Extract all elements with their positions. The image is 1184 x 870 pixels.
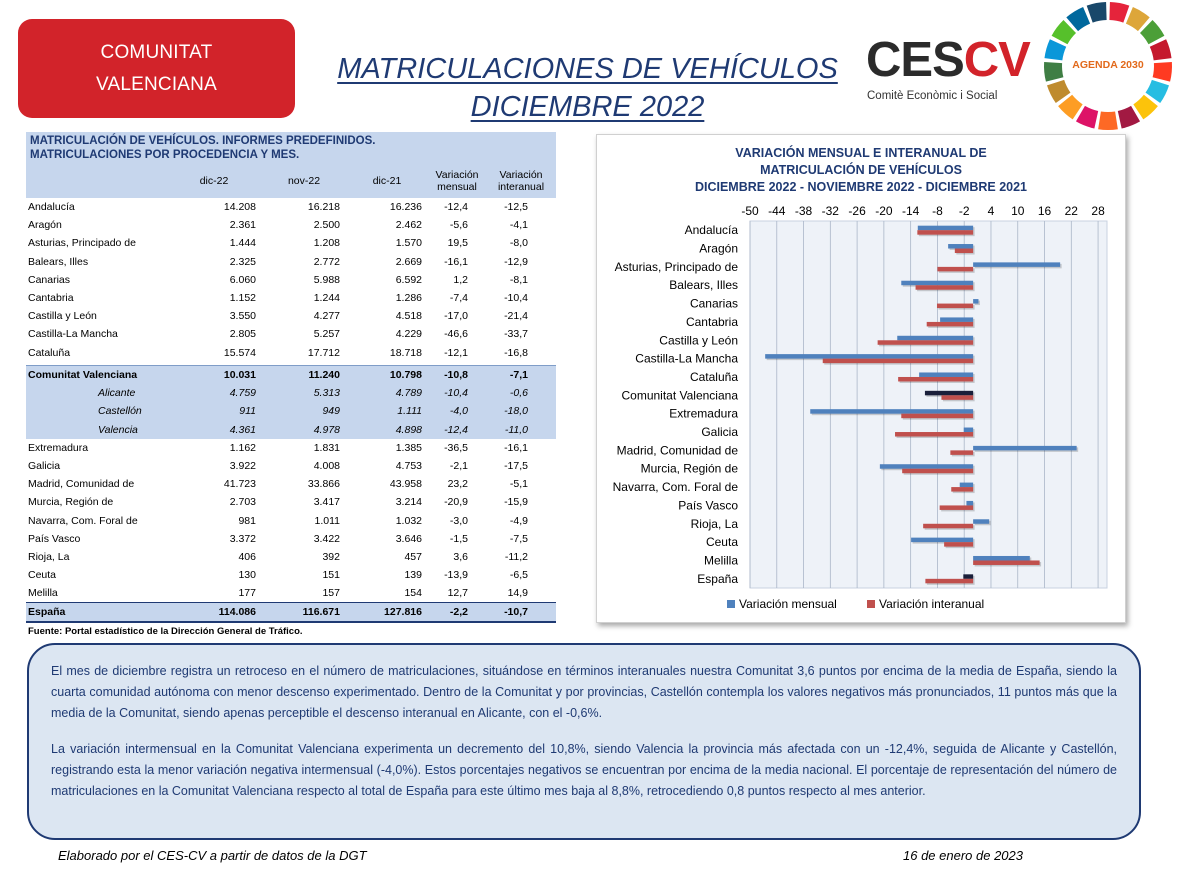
row-value-monthly: -36,5 (444, 441, 468, 454)
row-value-nov-22: 5.257 (313, 328, 340, 341)
sdg-segment (1109, 2, 1129, 23)
row-value-nov-22: 116.671 (262, 603, 346, 623)
y-category-label: Ceuta (705, 535, 738, 550)
row-value-dic-21: 16.236 (389, 201, 422, 214)
row-value-monthly: 19,5 (447, 237, 468, 250)
row-value-dic-21: 3.646 (395, 532, 422, 545)
bar-monthly (973, 446, 1077, 451)
bar-yearly (973, 560, 1039, 565)
row-value-dic-22: 4.759 (166, 384, 262, 402)
row-value-monthly: -5,6 (449, 219, 468, 232)
y-category-label: Castilla y León (659, 333, 738, 348)
row-value-dic-21: 1.385 (395, 441, 422, 454)
y-category-label: Canarias (689, 296, 738, 311)
row-region-name: Balears, Illes (28, 255, 89, 268)
bar-yearly (917, 230, 973, 235)
registrations-table-panel (26, 132, 556, 637)
legend-label: Variación interanual (879, 597, 985, 611)
x-tick-label: 28 (1091, 204, 1105, 218)
row-value-dic-22: 177 (238, 587, 256, 600)
bar-yearly (878, 340, 973, 345)
row-value-yearly: -16,8 (504, 346, 528, 359)
row-region-name: Andalucía (28, 201, 75, 214)
row-value-nov-22: 4.008 (313, 460, 340, 473)
row-value-dic-22: 3.922 (229, 460, 256, 473)
table-row (26, 253, 556, 271)
row-value-monthly: -17,0 (444, 310, 468, 323)
agenda-2030-logo (1040, 2, 1176, 132)
table-row (26, 307, 556, 325)
chart-title-line2: MATRICULACIÓN DE VEHÍCULOS (760, 163, 962, 177)
logo-ces-text: CES (866, 33, 964, 87)
row-value-monthly: -12,4 (444, 201, 468, 214)
row-region-name: Asturias, Principado de (28, 237, 136, 250)
row-region-name: Castilla-La Mancha (28, 328, 118, 341)
table-row (26, 216, 556, 234)
row-value-dic-21: 1.570 (395, 237, 422, 250)
bar-monthly (810, 409, 973, 414)
row-value-yearly: 14,9 (507, 587, 528, 600)
row-value-yearly: -4,9 (509, 514, 528, 527)
row-value-dic-21: 2.669 (395, 255, 422, 268)
row-value-nov-22: 17.712 (307, 346, 340, 359)
row-value-yearly: -12,9 (504, 255, 528, 268)
bar-yearly (925, 579, 973, 584)
header-dic-22: dic-22 (166, 164, 262, 198)
y-category-label: Cataluña (689, 369, 738, 384)
row-value-dic-22: 1.152 (229, 292, 256, 305)
bar-yearly (916, 285, 974, 290)
row-value-yearly: -8,1 (509, 273, 528, 286)
row-value-monthly: -4,0 (428, 402, 486, 420)
row-value-nov-22: 2.772 (313, 255, 340, 268)
table-row (26, 384, 556, 402)
bar-monthly (901, 281, 973, 286)
row-value-dic-21: 3.214 (395, 496, 422, 509)
row-value-nov-22: 157 (322, 587, 340, 600)
table-row (26, 402, 556, 420)
row-value-dic-21: 18.718 (389, 346, 422, 359)
table-row (26, 271, 556, 289)
header-dic-21: dic-21 (346, 164, 428, 198)
row-value-nov-22: 949 (262, 402, 346, 420)
row-value-dic-22: 15.574 (223, 346, 256, 359)
summary-paragraph-2: La variación intermensual en la Comunitat Valenciana experimenta un decremento del 10,8%, siendo Valencia la provincia más afectada con un -12,4%, seguida de Alicante y Castellón, registrando esta la menor variación negativa intermensual (-4,0%). Estos porcentajes negativos se encuentran por encima de la media nacional. El porcentaje de representación del número de matriculaciones en la Comunitat Valenciana respecto al total de España para este último mes baja al 8,8%, retrocediendo 0,8 puntos respecto al mes anterior. (51, 742, 1117, 798)
row-value-dic-21: 4.789 (346, 384, 428, 402)
table-title-line2: MATRICULACIONES POR PROCEDENCIA Y MES. (30, 149, 300, 161)
chart-plot (597, 135, 1125, 622)
row-value-yearly: -7,5 (509, 532, 528, 545)
bar-monthly (911, 538, 973, 543)
row-value-dic-22: 911 (166, 402, 262, 420)
table-source: Fuente: Portal estadístico de la Dirección General de Tráfico. (28, 626, 303, 638)
table-row (26, 366, 556, 385)
row-value-dic-22: 406 (238, 550, 256, 563)
y-category-label: Melilla (703, 553, 738, 568)
row-value-dic-21: 4.229 (395, 328, 422, 341)
sdg-segment (1087, 2, 1107, 23)
table-row (26, 325, 556, 343)
footer-date: 16 de enero de 2023 (903, 848, 1023, 863)
bar-monthly (765, 354, 973, 359)
page-title-line2: DICIEMBRE 2022 (470, 91, 705, 123)
row-value-yearly: -8,0 (509, 237, 528, 250)
bar-yearly (944, 542, 973, 547)
row-value-nov-22: 3.417 (313, 496, 340, 509)
y-category-label: Andalucía (684, 223, 738, 238)
row-value-dic-21: 43.958 (389, 478, 422, 491)
y-category-label: Galicia (701, 425, 738, 440)
row-value-nov-22: 151 (322, 569, 340, 582)
y-category-label: Rioja, La (690, 516, 738, 531)
row-region-name: España (26, 603, 166, 623)
bar-yearly (895, 432, 973, 437)
x-tick-label: 10 (1011, 204, 1025, 218)
row-value-dic-21: 1.111 (346, 402, 428, 420)
row-value-yearly: -15,9 (504, 496, 528, 509)
bar-monthly (960, 483, 973, 488)
bar-yearly (950, 450, 973, 455)
x-tick-label: -44 (768, 204, 786, 218)
chart-title-line1: VARIACIÓN MENSUAL E INTERANUAL DE (735, 146, 987, 160)
y-category-label: Aragón (699, 241, 738, 256)
legend-swatch (867, 600, 875, 608)
row-value-monthly: 3,6 (453, 550, 468, 563)
row-value-nov-22: 33.866 (307, 478, 340, 491)
table-row (26, 475, 556, 493)
header-nov-22: nov-22 (262, 164, 346, 198)
variation-chart (596, 134, 1126, 623)
y-category-label: Castilla-La Mancha (635, 351, 738, 366)
row-value-yearly: -16,1 (504, 441, 528, 454)
row-value-dic-21: 1.286 (395, 292, 422, 305)
table-row (26, 566, 556, 584)
bar-monthly (940, 317, 973, 322)
row-value-dic-22: 981 (238, 514, 256, 527)
row-value-yearly: -5,1 (509, 478, 528, 491)
registrations-table (26, 164, 556, 623)
legend-swatch (727, 600, 735, 608)
y-category-label: Murcia, Región de (640, 461, 738, 476)
table-row (26, 457, 556, 475)
row-value-monthly: -2,2 (428, 603, 486, 623)
header-monthly-variation: Variación mensual (428, 164, 486, 198)
row-value-monthly: 12,7 (447, 587, 468, 600)
x-tick-label: 4 (987, 204, 995, 218)
x-tick-label: 22 (1064, 204, 1078, 218)
row-value-yearly: -18,0 (486, 402, 556, 420)
bar-monthly (880, 464, 973, 469)
row-value-monthly: 23,2 (447, 478, 468, 491)
row-region-name: Comunitat Valenciana (26, 366, 166, 385)
bar-yearly (927, 322, 973, 327)
row-value-dic-22: 2.805 (229, 328, 256, 341)
table-row (26, 198, 556, 216)
row-value-monthly: -20,9 (444, 496, 468, 509)
table-row (26, 234, 556, 252)
row-value-yearly: -7,1 (486, 366, 556, 385)
row-value-yearly: -0,6 (486, 384, 556, 402)
agenda-2030-label: AGENDA 2030 (1072, 59, 1144, 71)
table-row (26, 493, 556, 511)
row-value-dic-22: 3.550 (229, 310, 256, 323)
bar-monthly (963, 574, 973, 579)
row-value-dic-22: 2.703 (229, 496, 256, 509)
row-value-nov-22: 16.218 (307, 201, 340, 214)
row-value-monthly: -10,8 (428, 366, 486, 385)
y-category-label: Navarra, Com. Foral de (612, 480, 738, 495)
row-value-dic-21: 6.592 (395, 273, 422, 286)
table-row (26, 344, 556, 362)
row-region-name: Aragón (28, 219, 62, 232)
row-value-dic-22: 10.031 (166, 366, 262, 385)
bar-yearly (937, 304, 973, 309)
row-value-monthly: -3,0 (449, 514, 468, 527)
row-region-name: Valencia (26, 421, 166, 439)
bar-monthly (919, 372, 973, 377)
row-value-yearly: -11,0 (486, 421, 556, 439)
bar-monthly (973, 556, 1030, 561)
row-value-monthly: 1,2 (453, 273, 468, 286)
bar-yearly (923, 524, 973, 529)
row-value-yearly: -6,5 (509, 569, 528, 582)
bar-yearly (941, 395, 973, 400)
row-value-dic-21: 127.816 (346, 603, 428, 623)
chart-title-line3: DICIEMBRE 2022 - NOVIEMBRE 2022 - DICIEMBRE 2021 (694, 180, 1028, 194)
x-tick-label: -2 (958, 204, 970, 218)
logo-cv-text: CV (963, 33, 1030, 87)
summary-paragraph-1: El mes de diciembre registra un retroceso en el número de matriculaciones, situándose en términos interanuales nuestra Comunitat 3,6 puntos por encima de la media de España, siendo la cuarta comunidad autónoma con menor descenso experimentado. Dentro de la Comunitat y por provincias, Castellón contempla los valores negativos más pronunciados, 11 puntos más que la media de la Comunitat, siendo apenas perceptible el descenso interanual en Alicante, con el -0,6%. (51, 664, 1117, 720)
row-value-nov-22: 2.500 (313, 219, 340, 232)
row-value-dic-21: 154 (404, 587, 422, 600)
row-value-dic-21: 10.798 (346, 366, 428, 385)
row-value-nov-22: 1.208 (313, 237, 340, 250)
row-value-dic-22: 14.208 (223, 201, 256, 214)
row-value-dic-22: 4.361 (166, 421, 262, 439)
row-value-dic-22: 114.086 (166, 603, 262, 623)
row-value-nov-22: 11.240 (262, 366, 346, 385)
bar-yearly (937, 267, 973, 272)
row-region-name: Rioja, La (28, 550, 70, 563)
row-value-dic-22: 1.162 (229, 441, 256, 454)
region-badge-line2: VALENCIANA (96, 73, 217, 95)
x-tick-label: -50 (741, 204, 759, 218)
row-value-monthly: -7,4 (449, 292, 468, 305)
bar-monthly (973, 519, 989, 524)
bar-monthly (964, 428, 973, 433)
sdg-segment (1150, 39, 1172, 60)
y-category-label: Balears, Illes (669, 278, 738, 293)
row-value-dic-21: 4.518 (395, 310, 422, 323)
row-region-name: Murcia, Región de (28, 496, 114, 509)
row-value-monthly: -16,1 (444, 255, 468, 268)
row-value-dic-22: 130 (238, 569, 256, 582)
legend-label: Variación mensual (739, 597, 837, 611)
sdg-segment (1044, 39, 1066, 60)
bar-monthly (897, 336, 973, 341)
row-value-dic-22: 2.361 (229, 219, 256, 232)
row-value-yearly: -21,4 (504, 310, 528, 323)
table-row (26, 421, 556, 439)
row-region-name: Extremadura (28, 441, 89, 454)
table-row (26, 289, 556, 307)
row-region-name: Cataluña (28, 346, 71, 359)
row-region-name: Ceuta (28, 569, 57, 582)
row-region-name: País Vasco (28, 532, 81, 545)
row-value-dic-21: 457 (404, 550, 422, 563)
table-title-line1: MATRICULACIÓN DE VEHÍCULOS. INFORMES PREDEFINIDOS. (30, 135, 376, 147)
row-value-monthly: -1,5 (449, 532, 468, 545)
region-badge (18, 19, 295, 118)
bar-yearly (940, 505, 973, 510)
table-row (26, 530, 556, 548)
row-value-yearly: -33,7 (504, 328, 528, 341)
row-value-dic-22: 3.372 (229, 532, 256, 545)
header-yearly-variation: Variación interanual (486, 164, 556, 198)
row-region-name: Madrid, Comunidad de (28, 478, 135, 491)
ces-cv-logo (866, 33, 1030, 108)
row-value-dic-21: 139 (404, 569, 422, 582)
row-value-dic-21: 1.032 (395, 514, 422, 527)
page-title (330, 50, 845, 126)
row-value-nov-22: 5.313 (262, 384, 346, 402)
row-value-yearly: -10,4 (504, 292, 528, 305)
table-row (26, 548, 556, 566)
row-value-nov-22: 1.244 (313, 292, 340, 305)
bar-monthly (918, 226, 973, 231)
bar-yearly (901, 414, 973, 419)
table-title (26, 132, 556, 164)
row-region-name: Castilla y León (28, 310, 97, 323)
row-value-dic-22: 41.723 (223, 478, 256, 491)
table-row (26, 584, 556, 603)
x-tick-label: -32 (821, 204, 839, 218)
bar-monthly (973, 262, 1060, 267)
x-tick-label: -26 (848, 204, 866, 218)
table-row (26, 439, 556, 457)
row-value-dic-21: 4.753 (395, 460, 422, 473)
row-value-nov-22: 5.988 (313, 273, 340, 286)
row-value-monthly: -46,6 (444, 328, 468, 341)
row-region-name: Melilla (28, 587, 58, 600)
bar-yearly (955, 249, 973, 254)
table-row (26, 512, 556, 530)
row-value-nov-22: 1.011 (314, 514, 340, 527)
x-tick-label: -8 (932, 204, 943, 218)
row-value-dic-22: 1.444 (229, 237, 256, 250)
region-badge-line1: COMUNITAT (100, 41, 213, 63)
page-title-line1: MATRICULACIONES DE VEHÍCULOS (337, 53, 838, 85)
bar-monthly (966, 501, 973, 506)
y-category-label: Extremadura (669, 406, 738, 421)
bar-monthly (948, 244, 973, 249)
row-value-nov-22: 392 (322, 550, 340, 563)
sdg-segment (1098, 111, 1118, 130)
x-tick-label: -20 (875, 204, 893, 218)
y-category-label: España (697, 571, 738, 586)
row-region-name: Galicia (28, 460, 61, 473)
y-category-label: Asturias, Principado de (614, 259, 738, 274)
row-value-dic-22: 6.060 (229, 273, 256, 286)
bar-monthly (925, 391, 973, 396)
row-value-yearly: -11,2 (504, 550, 528, 563)
row-region-name: Navarra, Com. Foral de (28, 514, 138, 527)
x-tick-label: -14 (901, 204, 920, 218)
row-value-yearly: -12,5 (504, 201, 528, 214)
logo-subtitle: Comitè Econòmic i Social (867, 90, 998, 102)
y-category-label: País Vasco (678, 498, 738, 513)
row-value-nov-22: 4.978 (262, 421, 346, 439)
row-value-nov-22: 1.831 (313, 441, 340, 454)
summary-box (27, 643, 1141, 840)
footer-credit: Elaborado por el CES-CV a partir de datos de la DGT (58, 848, 367, 863)
y-category-label: Madrid, Comunidad de (616, 443, 738, 458)
row-region-name: Castellón (26, 402, 166, 420)
row-value-yearly: -4,1 (509, 219, 528, 232)
bar-yearly (951, 487, 973, 492)
row-value-dic-22: 2.325 (229, 255, 256, 268)
bar-yearly (898, 377, 973, 382)
row-value-monthly: -12,1 (444, 346, 468, 359)
row-value-monthly: -12,4 (428, 421, 486, 439)
y-category-label: Cantabria (685, 314, 738, 329)
table-header-row (26, 164, 556, 198)
row-value-dic-21: 4.898 (346, 421, 428, 439)
x-tick-label: -38 (794, 204, 813, 218)
table-row (26, 603, 556, 623)
row-value-monthly: -13,9 (444, 569, 468, 582)
row-value-monthly: -2,1 (449, 460, 468, 473)
row-value-nov-22: 3.422 (313, 532, 340, 545)
row-region-name: Alicante (26, 384, 166, 402)
row-value-yearly: -17,5 (504, 460, 528, 473)
row-value-yearly: -10,7 (486, 603, 556, 623)
row-value-monthly: -10,4 (428, 384, 486, 402)
row-value-dic-21: 2.462 (395, 219, 422, 232)
row-value-nov-22: 4.277 (313, 310, 340, 323)
row-region-name: Canarias (28, 273, 71, 286)
header-region (26, 164, 166, 198)
bar-yearly (902, 469, 973, 474)
x-tick-label: 16 (1037, 204, 1052, 218)
bar-yearly (823, 359, 973, 364)
bar-monthly (973, 299, 978, 304)
row-region-name: Cantabria (28, 292, 74, 305)
y-category-label: Comunitat Valenciana (621, 388, 738, 403)
